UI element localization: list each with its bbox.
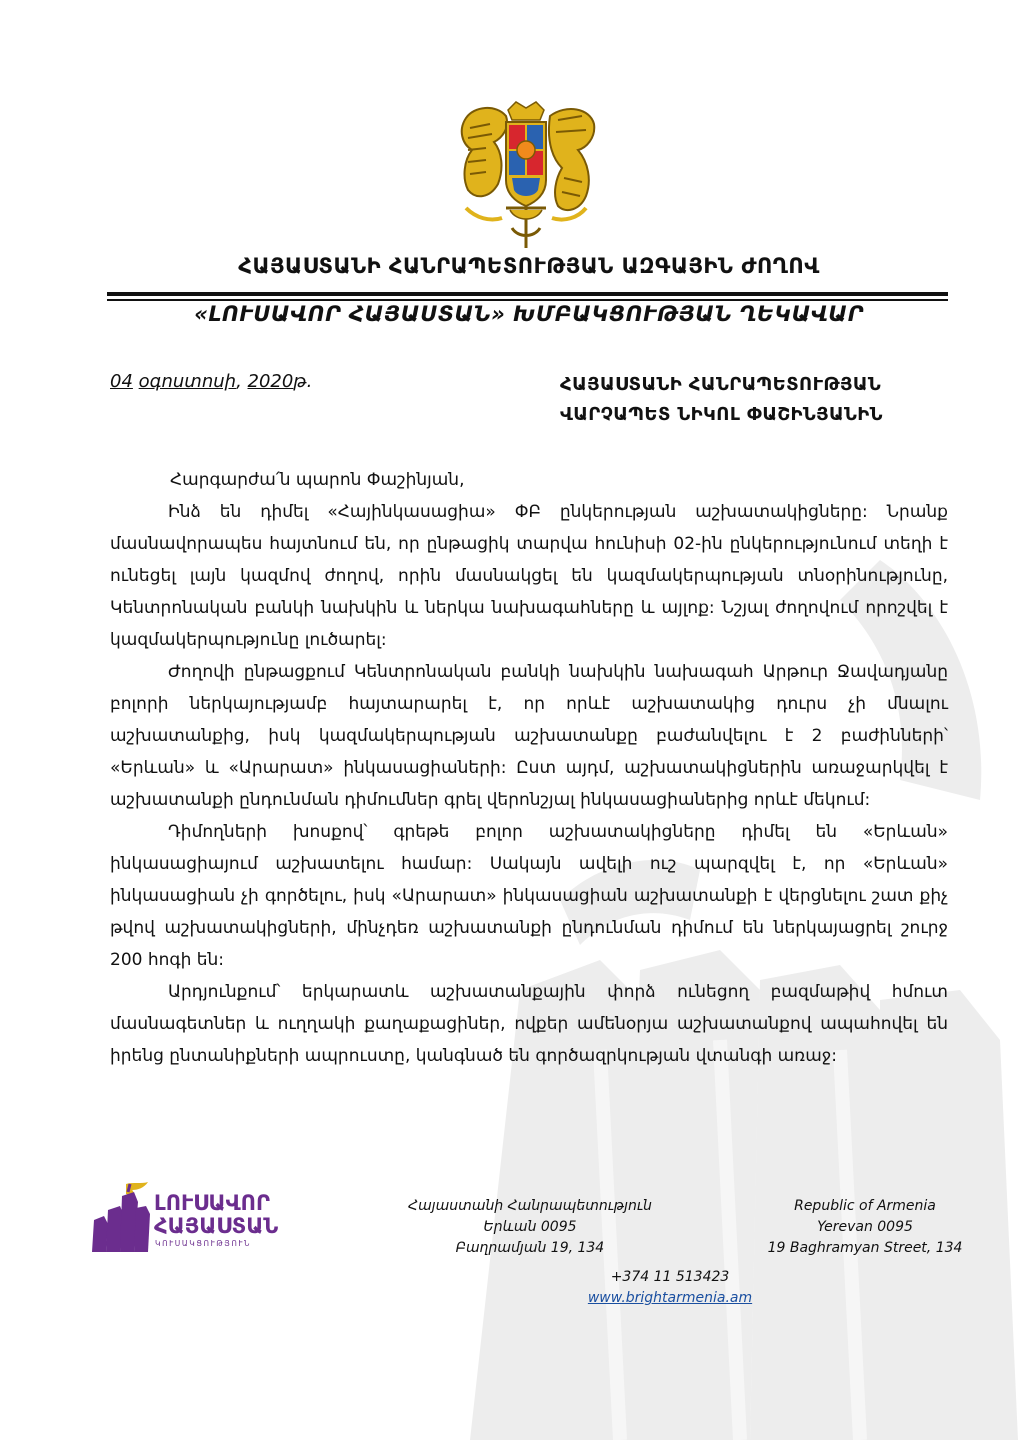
logo-line3: ԿՈՒՍԱԿՑՈՒԹՅՈՒՆ bbox=[155, 1239, 252, 1248]
parliament-heading: ՀԱՅԱՍՏԱՆԻ ՀԱՆՐԱՊԵՏՈՒԹՅԱՆ ԱԶԳԱՅԻՆ ԺՈՂՈՎ bbox=[238, 254, 820, 278]
letter-date: 04 օգոստոսի, 2020թ. bbox=[110, 371, 313, 392]
date-year: 2020 bbox=[247, 371, 294, 392]
address-english bbox=[730, 1196, 1000, 1259]
date-suffix: թ. bbox=[293, 371, 313, 392]
header-rule-thin bbox=[107, 299, 948, 301]
faction-leader-heading: «ԼՈՒՍԱՎՈՐ ՀԱՅԱՍՏԱՆ» ԽՄԲԱԿՑՈՒԹՅԱՆ ՂԵԿԱՎԱՐ bbox=[194, 302, 864, 326]
website-link[interactable]: www.brightarmenia.am bbox=[587, 1290, 753, 1306]
paragraph: Դիմողների խոսքով՝ գրեթե բոլոր աշխատակիցները դիմել են «Երևան» ինկասացիայում աշխատելու համար: Սակայն ավելի ուշ պարզվել է, որ «Երևան» ինկասացիան չի գործելու, իսկ «Արարատ» ինկասացիան աշխատանքի է վերցնելու շատ քիչ թվով աշխատակիցների, մինչդեռ աշխատանքի ընդունման դիմում են ներկայացրել շուրջ 200 հոգի են: bbox=[110, 822, 948, 970]
logo-line2: ՀԱՅԱՍՏԱՆ bbox=[154, 1214, 279, 1238]
paragraph: Ինձ են դիմել «Հայինկասացիա» ՓԲ ընկերության աշխատակիցները: Նրանք մասնավորապես հայտնում են, որ ընթացիկ տարվա հունիսի 02-ին ընկերությունում տեղի է ունեցել լայն կազմով ժողով, որին մասնակցել են կազմակերպության տնօրինությունը, Կենտրոնական բանկի նախկին և ներկա նախագահները և այլոք: Նշյալ ժողովում որոշվել է կազմակերպությունը լուծարել: bbox=[110, 502, 948, 650]
header-rule-thick bbox=[107, 292, 948, 296]
paragraph: Արդյունքում՝ երկարատև աշխատանքային փորձ ունեցող բազմաթիվ հմուտ մասնագետներ և ուղղակի քաղաքացիներ, ովքեր ամենօրյա աշխատանքով ապահովել են իրենց ընտանիքների ապրուստը, կանգնած են գործազրկության վտանգի առաջ: bbox=[110, 982, 948, 1066]
address-armenian bbox=[380, 1196, 680, 1259]
addressee-line2: ՎԱՐՉԱՊԵՏ ՆԻԿՈԼ ՓԱՇԻՆՅԱՆԻՆ bbox=[560, 404, 883, 425]
salutation: Հարգարժա՛ն պարոն Փաշինյան, bbox=[170, 470, 465, 490]
addressee-line1: ՀԱՅԱՍՏԱՆԻ ՀԱՆՐԱՊԵՏՈՒԹՅԱՆ bbox=[560, 374, 882, 395]
bright-armenia-torch-logo bbox=[86, 1180, 296, 1255]
paragraph: Ժողովի ընթացքում Կենտրոնական բանկի նախկին նախագահ Արթուր Ջավադյանը բոլորի ներկայությամբ հայտարարել է, որ որևէ աշխատակից դուրս չի մնալու աշխատանքից, իսկ կազմակերպության աշխատանքը բաժանվելու է 2 բաժինների՝ «Երևան» և «Արարատ» ինկասացիաների: Ըստ այդմ, աշխատակիցներին առաջարկվել է աշխատանքի ընդունման դիմումներ գրել վերոնշյալ ինկասացիաներից որևէ մեկում: bbox=[110, 662, 948, 810]
address-arm-line2: Երևան 0095 bbox=[483, 1219, 577, 1235]
address-en-line2: Yerevan 0095 bbox=[817, 1219, 913, 1235]
address-en-line1: Republic of Armenia bbox=[794, 1198, 936, 1214]
address-arm-line1: Հայաստանի Հանրապետություն bbox=[408, 1198, 652, 1214]
address-en-line3: 19 Baghramyan Street, 134 bbox=[767, 1240, 963, 1256]
phone-number: +374 11 513423 bbox=[610, 1269, 730, 1285]
date-month: օգոստոսի bbox=[138, 371, 237, 392]
armenian-coat-of-arms-emblem bbox=[446, 98, 606, 258]
addressee-block bbox=[560, 370, 950, 430]
contact-block bbox=[520, 1267, 820, 1309]
letter-body bbox=[110, 464, 948, 1072]
date-day: 04 bbox=[110, 371, 133, 392]
logo-line1: ԼՈՒՍԱՎՈՐ bbox=[154, 1191, 270, 1215]
address-arm-line3: Բաղրամյան 19, 134 bbox=[455, 1240, 605, 1256]
